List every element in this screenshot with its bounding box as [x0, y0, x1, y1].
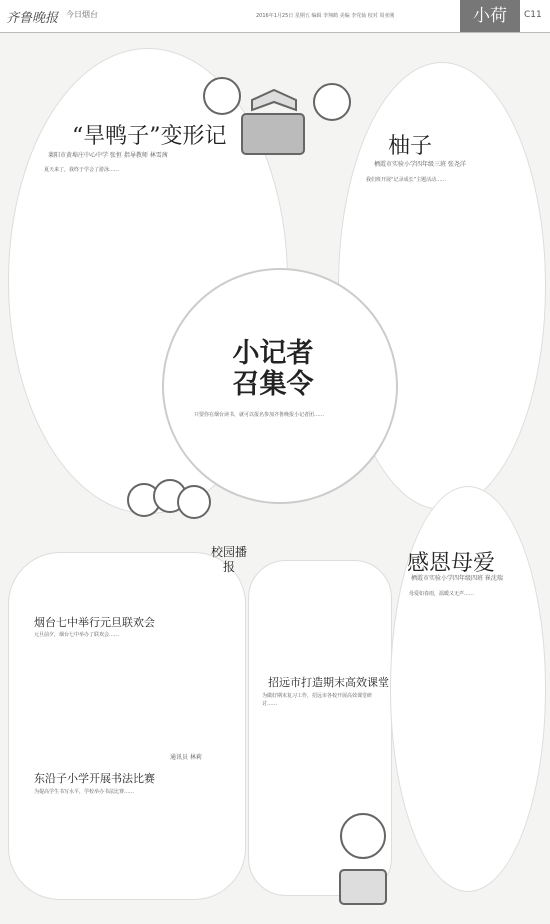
- section-label: 小荷: [473, 6, 507, 26]
- girl-reading-illustration: [332, 808, 394, 920]
- kid-head-right: [314, 84, 350, 120]
- kids-group-illustration: [124, 474, 216, 552]
- article-body-school-news-3: 为做好期末复习工作，招远市各校开展高效课堂研讨……: [262, 693, 373, 707]
- page-header: [0, 0, 550, 33]
- article-body-school-news-1: 元旦前夕，烟台七中举办了联欢会……: [34, 632, 120, 638]
- article-title-school-news-3: 招远市打造期末高效课堂: [268, 676, 389, 689]
- edition-name: 今日烟台: [66, 10, 98, 19]
- page-number: C11: [524, 10, 542, 20]
- article-body-gratitude: 母爱如春雨，温暖又无声……: [409, 591, 475, 597]
- article-byline-duck: 莱阳市黄埠庄中心中学 张恒 指导教师 林雪茜: [48, 152, 168, 159]
- recruitment-body: 只要你在烟台读书，就可以报名参加齐鲁晚报小记者团……: [194, 412, 325, 418]
- article-body-grapefruit: 我们班开展“记录成长”主题活动……: [366, 177, 447, 183]
- section-tab: [460, 0, 520, 32]
- article-title-school-news-2: 东沿子小学开展书法比赛: [34, 772, 155, 785]
- girl-book: [340, 870, 386, 904]
- article-byline-gratitude: 栖霞市实验小学四年级四班 崔沈瑞: [411, 575, 503, 582]
- recruitment-title: 小记者召集令: [232, 338, 314, 400]
- article-title-grapefruit: 柚子: [388, 134, 433, 159]
- article-title-gratitude: 感恩母爱: [407, 551, 496, 576]
- newspaper-title: 齐鲁晚报: [6, 11, 59, 26]
- open-book-icon: [252, 90, 296, 110]
- issue-meta: 2016年1月25日 星期五 编辑 李翔鹤 美编 李党灿 校对 周亚刚: [256, 13, 395, 19]
- kid-head-left: [204, 78, 240, 114]
- article-byline-school-news-1: 通讯员 林莉: [170, 754, 202, 761]
- article-title-duck: “旱鸭子”变形记: [72, 124, 227, 149]
- article-title-school-news-1: 烟台七中举行元旦联欢会: [34, 616, 155, 629]
- kid-face-3: [178, 486, 210, 518]
- book-stack: [242, 114, 304, 154]
- article-body-school-news-2: 为提高学生书写水平，学校举办书法比赛……: [34, 789, 135, 795]
- girl-face: [341, 814, 385, 858]
- article-byline-grapefruit: 栖霞市实验小学四年级三班 张尧洋: [374, 161, 466, 168]
- campus-news-badge: 校园播报: [210, 545, 247, 574]
- article-body-duck: 夏天来了，我终于学会了游泳……: [44, 167, 120, 173]
- kids-reading-illustration: [194, 62, 360, 166]
